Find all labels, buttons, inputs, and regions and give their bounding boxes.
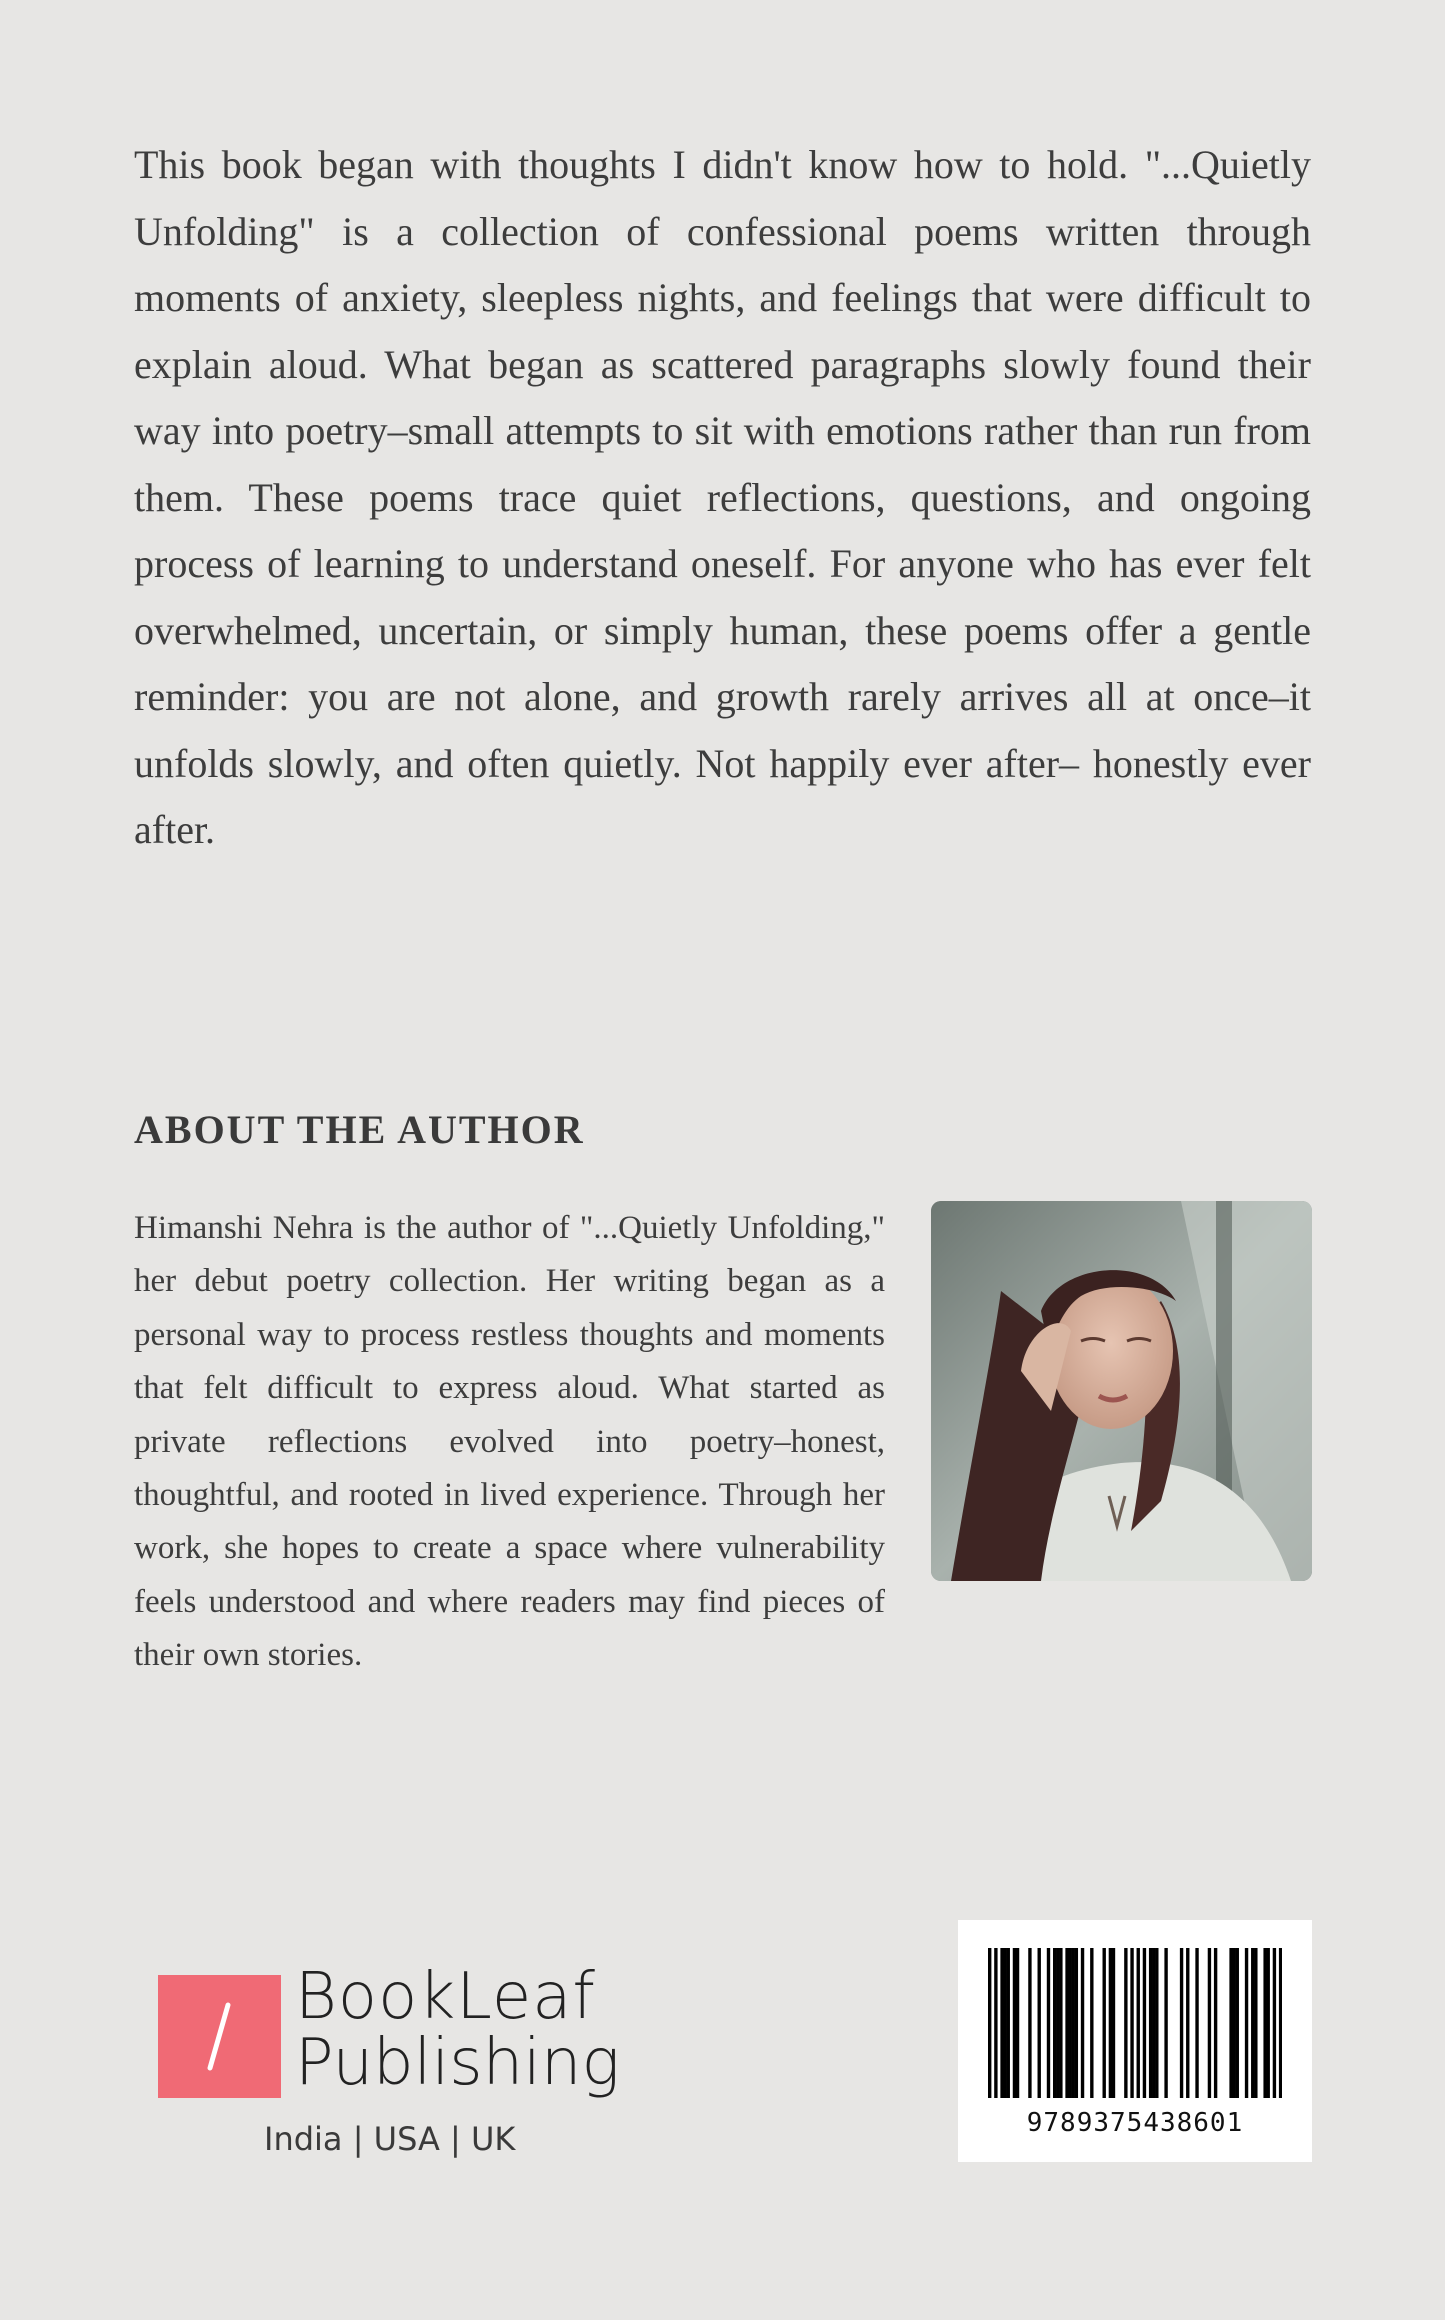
barcode-bar [1137, 1948, 1140, 2098]
barcode-bar [1112, 1948, 1115, 2098]
barcode-bar [1047, 1948, 1050, 2098]
barcode-bar [1065, 1948, 1068, 2098]
barcode-bar [1081, 1948, 1084, 2098]
barcode-bar [1075, 1948, 1078, 2098]
publisher-name-line2: Publishing [295, 2026, 620, 2100]
barcode-bar [1028, 1948, 1031, 2098]
publisher-name-line1: BookLeaf [295, 1960, 596, 2034]
barcode-bar [1186, 1948, 1189, 2098]
barcode-bar [1180, 1948, 1183, 2098]
barcode-bar [1016, 1948, 1019, 2098]
author-bio: Himanshi Nehra is the author of "...Quietly Unfolding," her debut poetry collection. Her writing began as a personal way to process restless thoughts and moments that felt difficult to express aloud. What started as private reflections evolved into poetry–honest, thoughtful, and rooted in lived experience. Through her work, she hopes to create a space where vulnerability feels understood and where readers may find pieces of their own stories. [134, 1210, 885, 1674]
barcode-bar [1263, 1948, 1266, 2098]
barcode-bar [1068, 1948, 1071, 2098]
barcode-bar [1130, 1948, 1133, 2098]
barcode-bar [988, 1948, 991, 2098]
barcode-bar [1254, 1948, 1257, 2098]
barcode-bar [1059, 1948, 1062, 2098]
barcode-bar [994, 1948, 997, 2098]
barcode-bar [1245, 1948, 1248, 2098]
barcode-bar [1072, 1948, 1075, 2098]
barcode-bar [1152, 1948, 1155, 2098]
barcode-bar [1195, 1948, 1198, 2098]
barcode-bar [1273, 1948, 1276, 2098]
author-photo [931, 1201, 1312, 1581]
isbn-number: 9789375438601 [1026, 2108, 1244, 2138]
barcode-bar [1053, 1948, 1056, 2098]
bookleaf-slash-icon [158, 1975, 281, 2098]
barcode-bar [1155, 1948, 1158, 2098]
back-cover-blurb: This book began with thoughts I didn't know how to hold. "...Quietly Unfolding" is a collection of confessional poems written through moments of anxiety, sleepless nights, and feelings that were difficult to explain aloud. What began as scattered paragraphs slowly found their way into poetry–small attempts to sit with emotions rather than run from them. These poems trace quiet reflections, questions, and ongoing process of learning to understand oneself. For anyone who has ever felt overwhelmed, uncertain, or simply human, these poems offer a gentle reminder: you are not alone, and growth rarely arrives all at once–it unfolds slowly, and often quietly. Not happily ever after– honestly ever after. [134, 142, 1311, 852]
publisher-regions: India | USA | UK [264, 2120, 516, 2158]
barcode-bars [988, 1948, 1282, 2098]
barcode-bar [1236, 1948, 1239, 2098]
barcode-bar [1164, 1948, 1167, 2098]
barcode-bar [1229, 1948, 1232, 2098]
about-author-heading: ABOUT THE AUTHOR [134, 1107, 585, 1152]
barcode-bar [1251, 1948, 1254, 2098]
barcode-bar [1279, 1948, 1282, 2098]
barcode-bar [1214, 1948, 1217, 2098]
barcode-bar [1007, 1948, 1010, 2098]
barcode-bar [1149, 1948, 1152, 2098]
barcode-bar [1038, 1948, 1041, 2098]
barcode-bar [1056, 1948, 1059, 2098]
barcode-bar [1090, 1948, 1093, 2098]
barcode-bar [1109, 1948, 1112, 2098]
publisher-logo [158, 1960, 620, 2168]
barcode-bar [1143, 1948, 1146, 2098]
barcode-bar [1208, 1948, 1211, 2098]
barcode-bar [1000, 1948, 1003, 2098]
barcode-bar [1124, 1948, 1127, 2098]
barcode-bar [1267, 1948, 1270, 2098]
barcode-bar [1232, 1948, 1235, 2098]
barcode-bar [1013, 1948, 1016, 2098]
isbn-barcode [958, 1920, 1312, 2162]
barcode-bar [1003, 1948, 1006, 2098]
barcode-bar [1103, 1948, 1106, 2098]
